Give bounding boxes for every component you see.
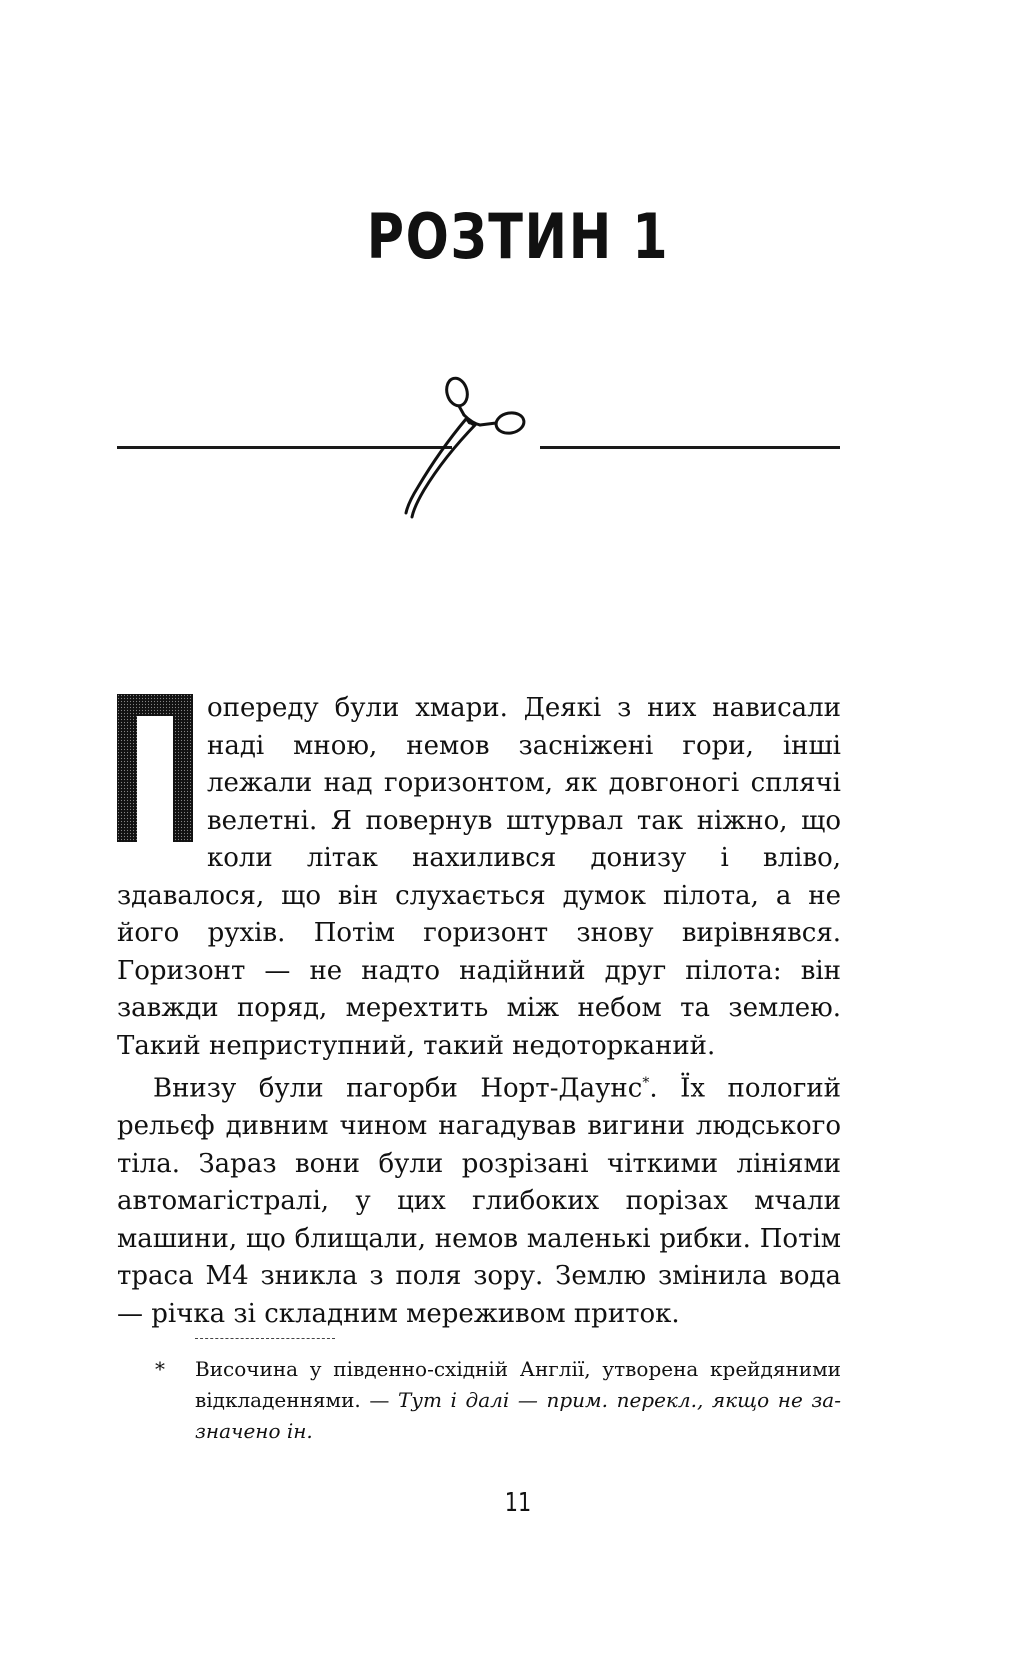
page-number: 11: [504, 1488, 532, 1518]
footnote-reference: *: [642, 1075, 650, 1091]
footnote: [155, 1354, 841, 1447]
footnote-separator: [195, 1338, 335, 1339]
surgical-scissors-icon: [400, 375, 550, 525]
footnote-translator-note: Тут і далі — прим. перекл., якщо не зазначено ін.: [195, 1388, 841, 1443]
divider-line-right: [540, 446, 840, 449]
paragraph-2: Внизу були пагорби Норт-Даунс*. Їх пологий рельєф дивним чином нагадував вигини людського тіла. Зараз вони були розрізані чіткими лініями автомагістралі, у цих глибоких порізах мчали машини, що блищали, немов маленькі рибки. Потім траса М4 зникла з поля зору. Землю змінила вода — річка зі складним мереживом приток.: [117, 1073, 841, 1329]
chapter-title: РОЗТИН 1: [366, 200, 670, 273]
body-text: [117, 690, 841, 1333]
paragraph-1: опереду були хмари. Деякі з них нависали наді мною, немов засніжені гори, інші лежали над горизонтом, як довгоногі сплячі велетні. Я повернув штурвал так ніжно, що коли літак нахилився донизу і вліво, здавалося, що він слухається думок пілота, а не його рухів. Потім горизонт знову вирівнявся. Горизонт — не надто надійний друг пілота: він завжди поряд, мерехтить між небом та землею. Такий неприступний, такий недоторканий.: [117, 693, 841, 1061]
footnote-text: Височина у південно-східній Англії, утворена крейдяними відкладеннями. — Тут і далі — прим. перекл., якщо не зазначено ін.: [195, 1357, 841, 1443]
footnote-mark: *: [155, 1357, 165, 1381]
dropcap-letter: [117, 694, 193, 842]
